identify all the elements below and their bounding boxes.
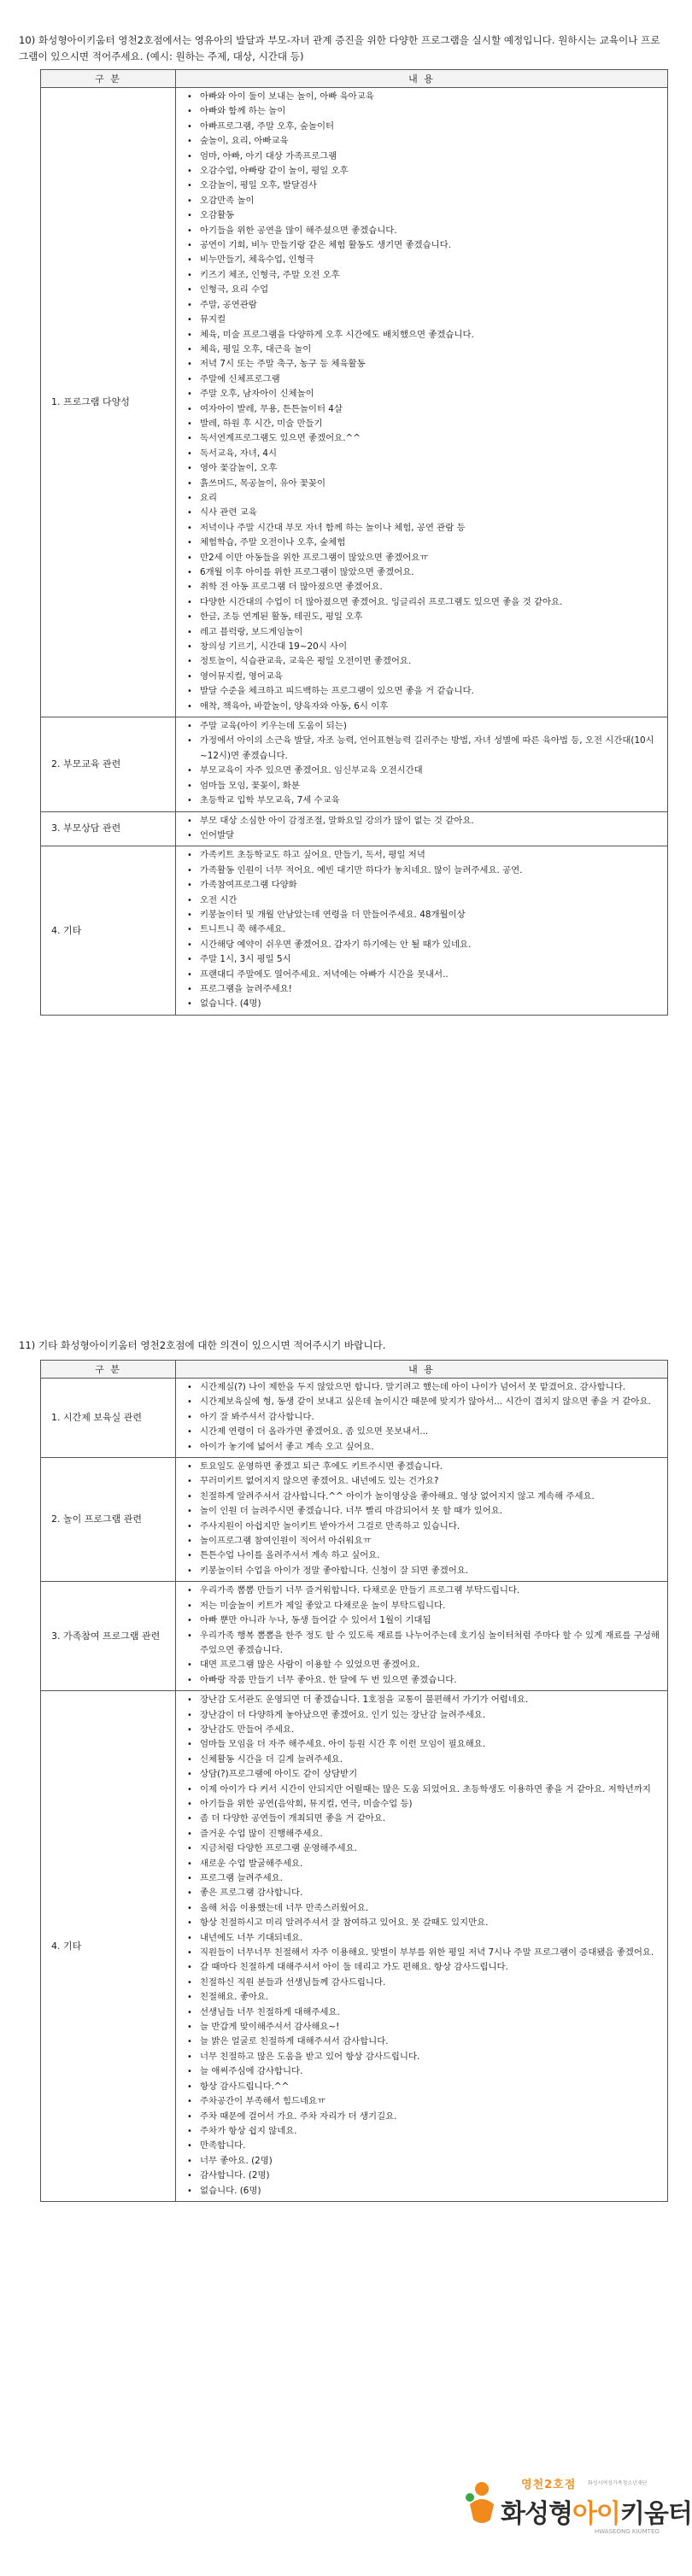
list-item: • 가족참여프로그램 다양화 <box>176 878 660 893</box>
q11-table <box>40 1360 668 2202</box>
row-category: 2. 놀이 프로그램 관련 <box>41 1458 176 1582</box>
list-item: • 독서연계프로그램도 있으면 좋겠어요.^^ <box>176 431 660 446</box>
list-item: • 꾸러미키트 없어지지 않으면 좋겠어요. 내년에도 있는 건가요? <box>176 1474 660 1489</box>
q10-table-body <box>41 88 668 1016</box>
list-item: • 체육, 미술 프로그램을 다양하게 오후 시간에도 배치했으면 좋겠습니다. <box>176 328 660 342</box>
list-item: • 아빠와 함께 하는 놀이 <box>176 104 660 119</box>
list-item: • 신체활동 시간을 더 길게 늘려주세요. <box>176 1753 660 1767</box>
list-item: • 친절해요. 좋아요. <box>176 1990 660 2005</box>
list-item: • 아이가 놓기에 넓어서 좋고 계속 오고 싶어요. <box>176 1440 660 1455</box>
list-item: • 주차가 항상 쉽지 않네요. <box>176 2124 660 2139</box>
list-item: • 프랜대디 주말에도 열어주세요. 저녁에는 아빠가 시간을 못내서.. <box>176 968 660 982</box>
list-item: • 선생님들 너무 친절하게 대해주세요. <box>176 2005 660 2020</box>
response-list <box>176 814 660 844</box>
list-item: • 독서교육, 자녀, 4시 <box>176 447 660 461</box>
list-item: • 항상 감사드립니다.^^ <box>176 2080 660 2094</box>
list-item: • 부모 대상 소심한 아이 감정조절, 말화요일 강의가 많이 없는 것 같아요. <box>176 814 660 828</box>
list-item: • 가족키트 초등학교도 하고 싶어요. 만들기, 독서, 평일 저녁 <box>176 848 660 863</box>
list-item: • 우리가족 뽐뽐 만들기 너무 즐거워합니다. 다채로운 만들기 프로그램 부탁드립니다. <box>176 1584 660 1598</box>
logo-main-part2: 아이 <box>572 2499 620 2529</box>
list-item: • 갈 때마다 친절하게 대해주셔서 아이 둘 데리고 가도 편해요. 항상 감사드립니다. <box>176 1960 660 1975</box>
kiumteo-logo <box>458 2475 692 2561</box>
row-category: 1. 프로그램 다양성 <box>41 88 176 717</box>
list-item: • 주말에 신체프로그램 <box>176 372 660 387</box>
list-item: • 좋은 프로그램 감사합니다. <box>176 1886 660 1900</box>
list-item: • 언어발달 <box>176 828 660 843</box>
list-item: • 주말 1시, 3시 평일 5시 <box>176 952 660 967</box>
q11-header-category: 구 분 <box>41 1361 176 1379</box>
list-item: • 늘 애써주심에 감사합니다. <box>176 2064 660 2079</box>
response-list <box>176 1584 660 1688</box>
table-row <box>41 1691 668 2202</box>
list-item: • 요리 <box>176 491 660 506</box>
list-item: • 직원들이 너무너무 친절해서 자주 이용해요. 맞벌이 부부를 위한 평일 저녁 7시나 주말 프로그램이 증대됐음 좋겠어요. <box>176 1946 660 1960</box>
kids-figure-icon <box>458 2479 501 2530</box>
logo-main-part3: 키움터 <box>619 2499 692 2529</box>
list-item: • 키봉놀이터 및 개월 안남았는데 연령을 더 만들어주세요. 48개월이상 <box>176 908 660 922</box>
list-item: • 6개월 이후 아이를 위한 프로그램이 많았으면 좋겠어요. <box>176 565 660 580</box>
row-category: 4. 기타 <box>41 846 176 1015</box>
list-item: • 가정에서 아이의 소근육 발달, 자조 능력, 언어표현능력 길러주는 방법, 자녀 성별에 따른 육아법 등, 오전 시간대(10시~12시)면 좋겠습니다. <box>176 734 660 764</box>
q10-table <box>40 69 668 1016</box>
table-row <box>41 1582 668 1691</box>
list-item: • 너무 친절하고 많은 도움을 받고 있어 항상 감사드립니다. <box>176 2050 660 2064</box>
row-category: 2. 부모교육 관련 <box>41 717 176 811</box>
list-item: • 가족활동 인원이 너무 적어요. 예빈 대기만 하다가 놓치네요. 많이 늘려주세요. 공연. <box>176 864 660 878</box>
list-item: • 흙쓰머드, 목공놀이, 유아 꽃꽂이 <box>176 477 660 491</box>
list-item: • 놀이프로그램 참여인원이 적어서 아쉬워요ㅠ <box>176 1534 660 1549</box>
list-item: • 여자아이 발레, 무용, 튼튼놀이터 4살 <box>176 402 660 417</box>
list-item: • 발레, 하원 후 시간, 미술 만들기 <box>176 417 660 431</box>
list-item: • 감사합니다. (2명) <box>176 2169 660 2183</box>
list-item: • 좀 더 다양한 공연들이 개최되면 좋을 거 같아요. <box>176 1812 660 1826</box>
list-item: • 아빠와 아이 둘이 보내는 놀이, 아빠 육아교육 <box>176 90 660 104</box>
list-item: • 늘 반갑게 맞이해주셔서 감사해요~! <box>176 2020 660 2034</box>
response-list <box>176 848 660 1011</box>
list-item: • 새로운 수업 발굴해주세요. <box>176 1857 660 1871</box>
list-item: • 비누만들기, 체육수업, 인형극 <box>176 253 660 267</box>
list-item: • 영어뮤지컬, 영어교육 <box>176 670 660 684</box>
row-items <box>176 846 668 1015</box>
response-list <box>176 90 660 714</box>
row-category: 4. 기타 <box>41 1691 176 2202</box>
list-item: • 식사 관련 교육 <box>176 506 660 520</box>
list-item: • 장난감도 만들어 주세요. <box>176 1723 660 1737</box>
q11-table-body <box>41 1379 668 2202</box>
response-list <box>176 1460 660 1578</box>
list-item: • 아빠 뿐만 아니라 누나, 동생 들어갈 수 있어서 1월이 기대됨 <box>176 1613 660 1628</box>
row-category: 3. 가족참여 프로그램 관련 <box>41 1582 176 1691</box>
row-items <box>176 1691 668 2202</box>
list-item: • 엄마, 아빠, 아기 대상 가족프로그램 <box>176 149 660 164</box>
list-item: • 취학 전 아동 프로그램 더 많아졌으면 좋겠어요. <box>176 580 660 594</box>
list-item: • 엄마들 모임을 더 자주 해주세요. 아이 등원 시간 후 이런 모임이 필요해요. <box>176 1737 660 1752</box>
list-item: • 초등학교 입학 부모교육, 7세 수교육 <box>176 793 660 808</box>
table-row <box>41 717 668 811</box>
list-item: • 주차 때문에 걸어서 가요. 주차 자리가 더 생기길요. <box>176 2110 660 2124</box>
list-item: • 인형극, 요리 수업 <box>176 283 660 297</box>
list-item: • 숲놀이, 요리, 아빠교육 <box>176 134 660 149</box>
list-item: • 주사지원이 아쉽지만 놀이키트 받아가서 그걸로 만족하고 있습니다. <box>176 1519 660 1534</box>
list-item: • 늘 밝은 얼굴로 친절하게 대해주셔서 감사합니다. <box>176 2034 660 2049</box>
response-list <box>176 719 660 808</box>
list-item: • 저녁 7시 또는 주말 축구, 농구 등 체육활동 <box>176 357 660 372</box>
list-item: • 정토놀이, 식습관교육, 교육은 평일 오전이면 좋겠어요. <box>176 654 660 669</box>
list-item: • 시간해당 예약이 쉬우면 좋겠어요. 갑자기 하기에는 안 될 때가 있네요. <box>176 938 660 952</box>
list-item: • 튼튼수업 나이를 올려주셔서 계속 하고 싶어요. <box>176 1549 660 1563</box>
list-item: • 올해 처음 이용했는데 너무 만족스러웠어요. <box>176 1901 660 1916</box>
list-item: • 발달 수준을 체크하고 피드백하는 프로그램이 있으면 좋을 거 같습니다. <box>176 684 660 699</box>
list-item: • 주차공간이 부족해서 힘드네요ㅠ <box>176 2094 660 2109</box>
list-item: • 체육, 평일 오후, 대근육 놀이 <box>176 342 660 357</box>
list-item: • 주말 교육(아이 키우는데 도움이 되는) <box>176 719 660 734</box>
question-11-text: 11) 기타 화성형아이키움터 영천2호점에 대한 의견이 있으시면 적어주시기 바랍니다. <box>19 1339 386 1351</box>
list-item: • 우리가족 행복 뽐뽐을 한주 정도 할 수 있도록 재료를 나누어주는데 호기심 놀이터처럼 주마다 할 수 있게 재료를 구성해 주었으면 좋겠습니다. <box>176 1629 660 1659</box>
list-item: • 없습니다. (4명) <box>176 997 660 1011</box>
row-items <box>176 88 668 717</box>
logo-foundation-name: 화성시여성가족청소년재단 <box>588 2480 648 2486</box>
q11-header-row <box>41 1361 668 1379</box>
list-item: • 오감만족 놀이 <box>176 194 660 208</box>
q10-header-content: 내 용 <box>176 70 668 88</box>
logo-main-part1: 화성형 <box>501 2499 572 2529</box>
q11-header-content: 내 용 <box>176 1361 668 1379</box>
list-item: • 프로그램 늘려주세요. <box>176 1871 660 1886</box>
list-item: • 주말 오후, 남자아이 신체놀이 <box>176 387 660 401</box>
list-item: • 저녁이나 주말 시간대 부모 자녀 함께 하는 놀이나 체험, 공연 관람 등 <box>176 521 660 536</box>
list-item: • 오감놀이, 평일 오후, 발달검사 <box>176 179 660 193</box>
list-item: • 장난감이 더 다양하게 놓아났으면 좋겠어요. 인기 있는 장난감 늘려주세요. <box>176 1708 660 1723</box>
list-item: • 키즈기 체조, 인형극, 주말 오전 오후 <box>176 268 660 283</box>
list-item: • 토요일도 운영하면 좋겠고 퇴근 후에도 키트주시면 좋겠습니다. <box>176 1460 660 1474</box>
list-item: • 시간제보육실에 형, 동생 같이 보내고 싶은데 놀이시간 때문에 맞지가 않아서... 시간이 겹치지 않으면 좋을 거 같아요. <box>176 1395 660 1409</box>
list-item: • 아빠랑 작품 만들기 너무 좋아요. 한 달에 두 번 있으면 좋겠습니다. <box>176 1673 660 1688</box>
list-item: • 상담(?)프로그램에 아이도 같이 상담받기 <box>176 1767 660 1782</box>
list-item: • 오감수업, 아빠랑 같이 놀이, 평일 오후 <box>176 164 660 179</box>
list-item: • 뮤지컬 <box>176 313 660 327</box>
table-row <box>41 846 668 1015</box>
list-item: • 주말, 공연관람 <box>176 298 660 313</box>
list-item: • 만2세 이만 아동들을 위한 프로그램이 많았으면 좋겠어요ㅠ <box>176 551 660 565</box>
question-10-text: 10) 화성형아이키움터 영천2호점에서는 영유아의 발달과 부모-자녀 관계 증진을 위한 다양한 프로그램을 실시할 예정입니다. 원하시는 교육이나 프로그램이 있으시면 적어주세요. (예시: 원하는 주제, 대상, 시간대 등) <box>19 34 660 62</box>
list-item: • 체험학습, 주말 오전이나 오후, 숲체험 <box>176 536 660 550</box>
list-item: • 놀이 인원 더 늘려주시면 좋겠습니다. 너무 빨리 마감되어서 못 할 때가 있어요. <box>176 1504 660 1519</box>
list-item: • 없습니다. (6명) <box>176 2184 660 2198</box>
list-item: • 애착, 책육아, 바깥놀이, 양육자와 아동, 6시 이후 <box>176 700 660 714</box>
list-item: • 창의성 기르기, 시간대 19~20시 사이 <box>176 640 660 654</box>
list-item: • 공연이 기회, 비누 만들기랑 같은 체험 활동도 생기면 좋겠습니다. <box>176 238 660 253</box>
list-item: • 대면 프로그램 많은 사람이 이용할 수 있었으면 좋겠어요. <box>176 1658 660 1672</box>
list-item: • 오전 시간 <box>176 893 660 908</box>
logo-sub-text: HWASEONG KIUMTEO <box>595 2528 660 2535</box>
list-item: • 이제 아이가 다 커서 시간이 안되지만 어릴때는 많은 도움 되었어요. 초등학생도 이용하면 좋을 거 같아요. 저학년까지 <box>176 1783 660 1797</box>
list-item: • 아기들을 위한 공연(음악회, 뮤지컬, 연극, 미술수업 등) <box>176 1797 660 1812</box>
list-item: • 즐거운 수업 많이 진행해주세요. <box>176 1827 660 1841</box>
list-item: • 지금처럼 다양한 프로그램 운영해주세요. <box>176 1841 660 1856</box>
list-item: • 아기 잘 봐주셔서 감사합니다. <box>176 1410 660 1425</box>
q10-header-row <box>41 70 668 88</box>
row-category: 1. 시간제 보육실 관련 <box>41 1379 176 1458</box>
list-item: • 너무 좋아요. (2명) <box>176 2154 660 2169</box>
row-items <box>176 1458 668 1582</box>
list-item: • 아기들을 위한 공연을 많이 해주셨으면 좋겠습니다. <box>176 224 660 238</box>
logo-main-text <box>501 2492 692 2530</box>
list-item: • 장난감 도서관도 운영되면 더 좋겠습니다. 1호점을 교통이 불편해서 가기가 어렵네요. <box>176 1693 660 1707</box>
list-item: • 영아 꽃감놀이, 오후 <box>176 461 660 476</box>
list-item: • 레고 블럭랑, 보드게임놀이 <box>176 625 660 640</box>
list-item: • 친절하신 직원 분들과 선생님들께 감사드립니다. <box>176 1976 660 1990</box>
list-item: • 항상 친절하시고 미리 알려주셔서 잘 참여하고 있어요. 못 갈때도 있지만요. <box>176 1916 660 1930</box>
list-item: • 아빠프로그램, 주말 오후, 숲놀이터 <box>176 120 660 134</box>
row-items <box>176 1582 668 1691</box>
list-item: • 한글, 조등 연계된 활동, 테권도, 평일 오후 <box>176 610 660 624</box>
table-row <box>41 1458 668 1582</box>
list-item: • 키봉놀이터 수업을 아이가 정말 좋아합니다. 신청이 잘 되면 좋겠어요. <box>176 1564 660 1578</box>
response-list <box>176 1693 660 2198</box>
table-row <box>41 88 668 717</box>
logo-branch-name: 영천2호점 <box>521 2479 577 2491</box>
list-item: • 트니트니 쭉 해주세요. <box>176 922 660 937</box>
list-item: • 프로그램을 늘려주세요! <box>176 982 660 997</box>
list-item: • 오감활동 <box>176 208 660 223</box>
table-row <box>41 1379 668 1458</box>
list-item: • 내년에도 너무 기대되네요. <box>176 1931 660 1946</box>
table-row <box>41 811 668 846</box>
list-item: • 다양한 시간대의 수업이 더 많아졌으면 좋겠어요. 잉글리쉬 프로그램도 있으면 좋을 것 같아요. <box>176 595 660 610</box>
list-item: • 시간제 연령이 더 올라가면 좋겠어요. 좀 있으면 못보내서... <box>176 1425 660 1439</box>
q10-header-category: 구 분 <box>41 70 176 88</box>
row-items <box>176 1379 668 1458</box>
list-item: • 엄마들 모임, 꽃꽂이, 화분 <box>176 779 660 793</box>
response-list <box>176 1380 660 1455</box>
list-item: • 친절하게 알려주셔서 감사합니다.^^ 아이가 놀이영상을 좋아해요. 영상 없어지지 않고 계속해 주세요. <box>176 1490 660 1504</box>
row-category: 3. 부모상담 관련 <box>41 811 176 846</box>
list-item: • 저는 미술놀이 키트가 제일 좋았고 다채로운 놀이 부탁드립니다. <box>176 1599 660 1613</box>
list-item: • 만족합니다. <box>176 2139 660 2153</box>
row-items <box>176 717 668 811</box>
row-items <box>176 811 668 846</box>
list-item: • 시간제실(?) 나이 제한을 두지 않았으면 합니다. 말기려고 했는데 아이 나이가 넘어서 못 맡겼어요. 감사합니다. <box>176 1380 660 1395</box>
list-item: • 부모교육이 자주 있으면 좋겠어요. 임신부교육 오전시간대 <box>176 764 660 778</box>
